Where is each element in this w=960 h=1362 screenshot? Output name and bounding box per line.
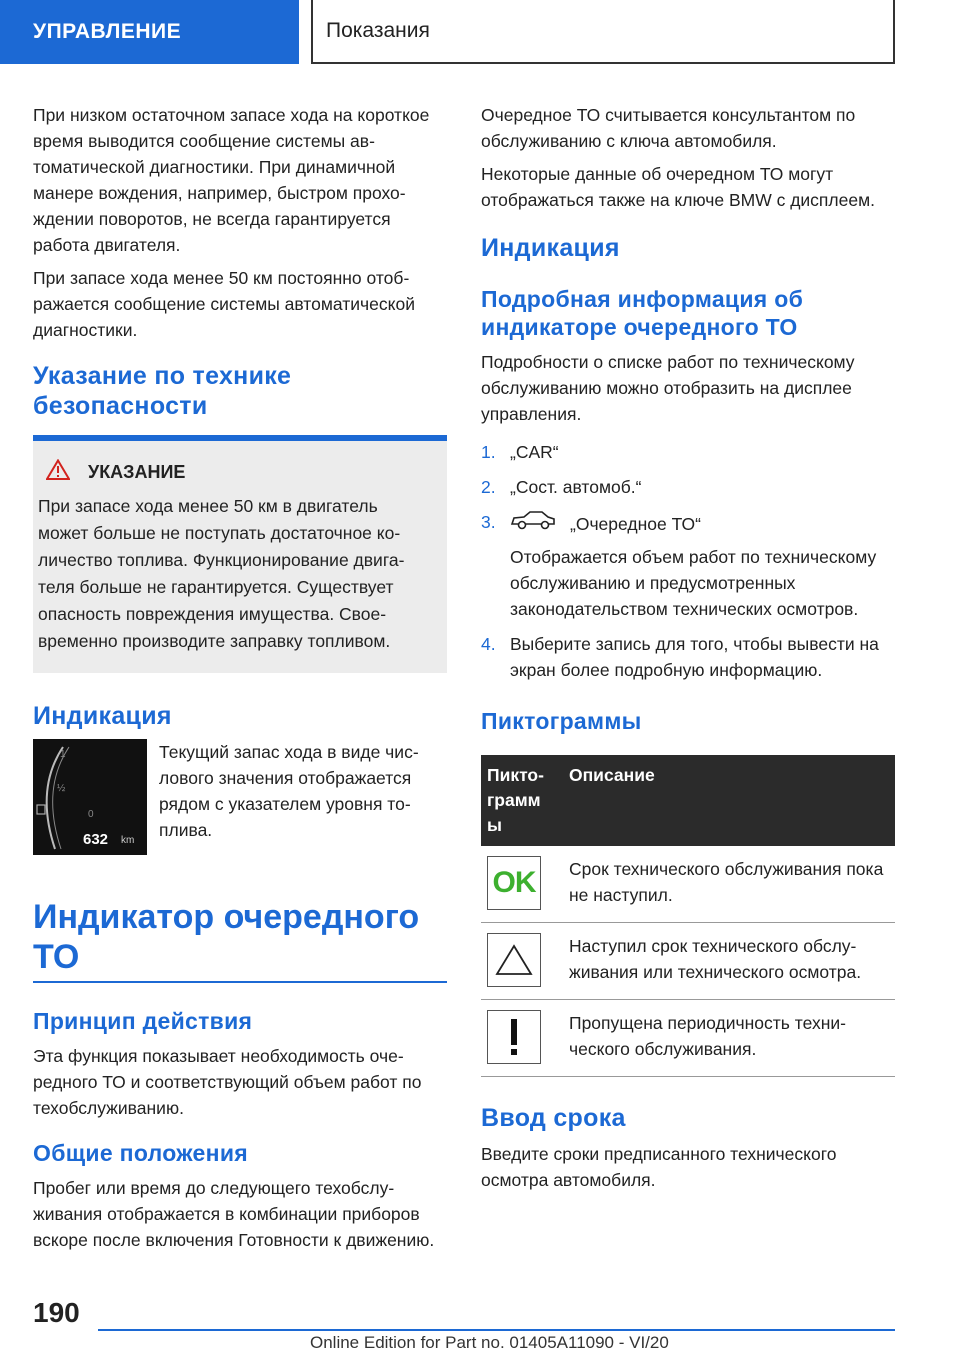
indication-text: Текущий запас хода в виде числового значения отображается рядом с указателем уровня топлива. [159, 742, 419, 840]
list-item: 3. „Очередное ТО“ Отображается объем работ по техническому обслуживанию и предусмотренных законодательством технических осмотров. [481, 509, 895, 622]
paragraph: При запасе хода менее 50 км постоянно отображается сообщение системы автоматической диагностики. [33, 268, 415, 340]
paragraph: Некоторые данные об очередном ТО могут отображаться также на ключе BMW с дисплеем. [481, 164, 875, 210]
indication-heading: Индикация [33, 702, 172, 730]
menu-path-car: „CAR“ [510, 442, 559, 462]
gauge-tick-half: ½ [57, 783, 66, 794]
paragraph: При низком остаточном запасе хода на короткое время выводится сообщение системы автоматической диагностики. При динамичной манере вождения, например, быстром прохождении поворотов, не всегда гарантируется работа двигателя. [33, 105, 430, 255]
list-item: 1. „CAR“ [481, 439, 895, 465]
gauge-tick-0: 0 [88, 809, 94, 820]
details-text: Подробности о списке работ по техническому обслуживанию можно отобразить на дисплее управления. [481, 352, 855, 424]
table-row [481, 1000, 895, 1077]
warning-text: При запасе хода менее 50 км в двигатель может больше не поступать достаточное количество топлива. Функционирование двигателя больше не гарантируется. Существует опасность повреждения имущества. Своевременно производите заправку топливом. [38, 496, 405, 651]
section-tab: УПРАВЛЕНИЕ [0, 0, 299, 64]
title-rule [33, 981, 447, 983]
warning-title: УКАЗАНИЕ [88, 461, 186, 482]
date-text: Введите сроки предписанного технического осмотра автомобиля. [481, 1144, 837, 1190]
warning-header [38, 459, 423, 485]
triangle-icon [487, 933, 541, 987]
principle-heading: Принцип действия [33, 1008, 253, 1034]
pictograms-heading: Пиктограммы [481, 708, 642, 734]
chapter-title: Показания [311, 0, 895, 64]
table-row [481, 923, 895, 1000]
service-title: Индикатор очередного ТО [33, 898, 420, 976]
warning-triangle-icon [46, 459, 70, 485]
range-unit: km [121, 835, 135, 846]
range-value: 632 [83, 831, 109, 848]
general-heading: Общие положения [33, 1140, 248, 1166]
list-item: 2. „Сост. автомоб.“ [481, 474, 895, 500]
edition-link[interactable]: Online Edition for Part no. 01405A11090 - VI/20 [310, 1333, 669, 1352]
list-item: 4. Выберите запись для того, чтобы вывести на экран более подробную информацию. [481, 631, 895, 683]
left-column [33, 102, 447, 1260]
principle-text: Эта функция показывает необходимость очередного ТО и соответствующий объем работ по техобслуживанию. [33, 1046, 422, 1118]
paragraph: Очередное ТО считывается консультантом по обслуживанию с ключа автомобиля. [481, 105, 856, 151]
exclamation-icon [487, 1010, 541, 1064]
indication-heading: Индикация [481, 234, 620, 262]
car-icon [510, 509, 556, 538]
step-text: Выберите запись для того, чтобы вывести на экран более подробную информацию. [510, 634, 879, 680]
table-row [481, 846, 895, 923]
date-heading: Ввод срока [481, 1104, 626, 1132]
table-cell: Пропущена периодичность технического обслуживания. [563, 1000, 895, 1077]
warning-box [33, 441, 447, 673]
table-cell: Наступил срок технического обслуживания или технического осмотра. [563, 923, 895, 1000]
table-cell: Срок технического обслуживания пока не наступил. [563, 846, 895, 923]
steps-list [481, 439, 895, 683]
fuel-gauge-image [33, 739, 147, 855]
gauge-tick-1: 1 [60, 749, 66, 760]
right-column [481, 102, 895, 1200]
details-heading: Подробная информация об индикаторе очередного ТО [481, 286, 804, 340]
safety-heading: Указание по технике безопасности [33, 362, 292, 420]
step-description: Отображается объем работ по техническому обслуживанию и предусмотренных законодательством технических осмотров. [510, 547, 877, 619]
pictogram-table [481, 755, 895, 1077]
general-text: Пробег или время до следующего техобслуживания отображается в комбинации приборов вскоре после включения Готовности к движению. [33, 1178, 435, 1250]
indication-block [33, 739, 447, 855]
menu-path-status: „Сост. автомоб.“ [510, 477, 642, 497]
column-header: Пиктограмм ы [481, 755, 563, 846]
column-header: Описание [563, 755, 895, 846]
page-number: 190 [33, 1297, 80, 1328]
footer-rule [98, 1329, 895, 1331]
ok-icon: OK [487, 856, 541, 910]
menu-path-service: „Очередное ТО“ [570, 513, 701, 534]
